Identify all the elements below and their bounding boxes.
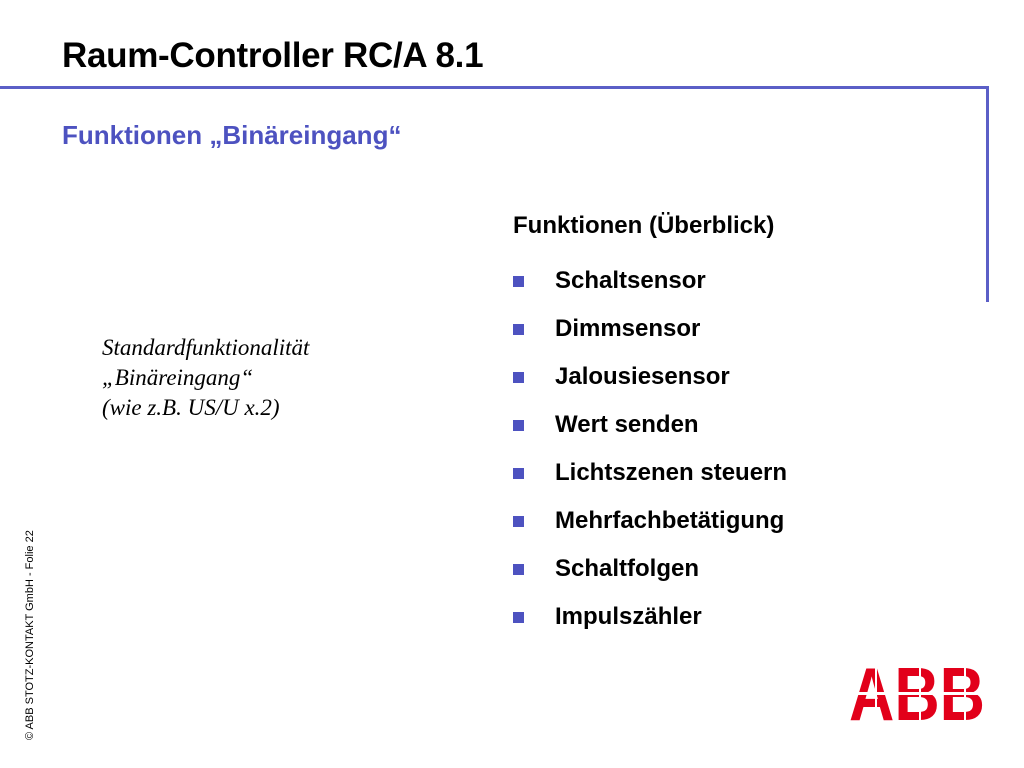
slide-title: Raum-Controller RC/A 8.1 [62,36,484,75]
bullet-square-icon [513,276,524,287]
list-item-label: Impulszähler [555,603,702,630]
list-item-label: Jalousiesensor [555,363,730,390]
left-description-line: Standardfunktionalität [102,335,310,360]
left-description-line: (wie z.B. US/U x.2) [102,395,280,420]
list-item [513,305,787,353]
list-item [513,593,787,641]
list-item-label: Schaltfolgen [555,555,700,582]
bullet-square-icon [513,468,524,479]
bullet-square-icon [513,516,524,527]
title-rule-horizontal [0,86,988,89]
list-item [513,497,787,545]
footer-copyright: © ABB STOTZ-KONTAKT GmbH - Folie 22 [24,530,36,740]
function-list-heading: Funktionen (Überblick) [513,212,775,239]
list-item-label: Wert senden [555,411,699,438]
function-list [513,257,787,641]
bullet-square-icon [513,564,524,575]
list-item [513,257,787,305]
list-item-label: Schaltsensor [555,267,706,294]
list-item [513,401,787,449]
list-item [513,353,787,401]
bullet-square-icon [513,612,524,623]
bullet-square-icon [513,372,524,383]
list-item-label: Lichtszenen steuern [555,459,788,486]
list-item [513,449,787,497]
slide-subtitle: Funktionen „Binäreingang“ [62,120,402,150]
list-item [513,545,787,593]
bullet-square-icon [513,324,524,335]
left-description-line: „Binäreingang“ [102,365,254,390]
bullet-square-icon [513,420,524,431]
list-item-label: Mehrfachbetätigung [555,507,785,534]
title-rule-vertical [986,86,989,302]
list-item-label: Dimmsensor [555,315,701,342]
left-description [102,333,309,423]
abb-logo [849,666,985,722]
